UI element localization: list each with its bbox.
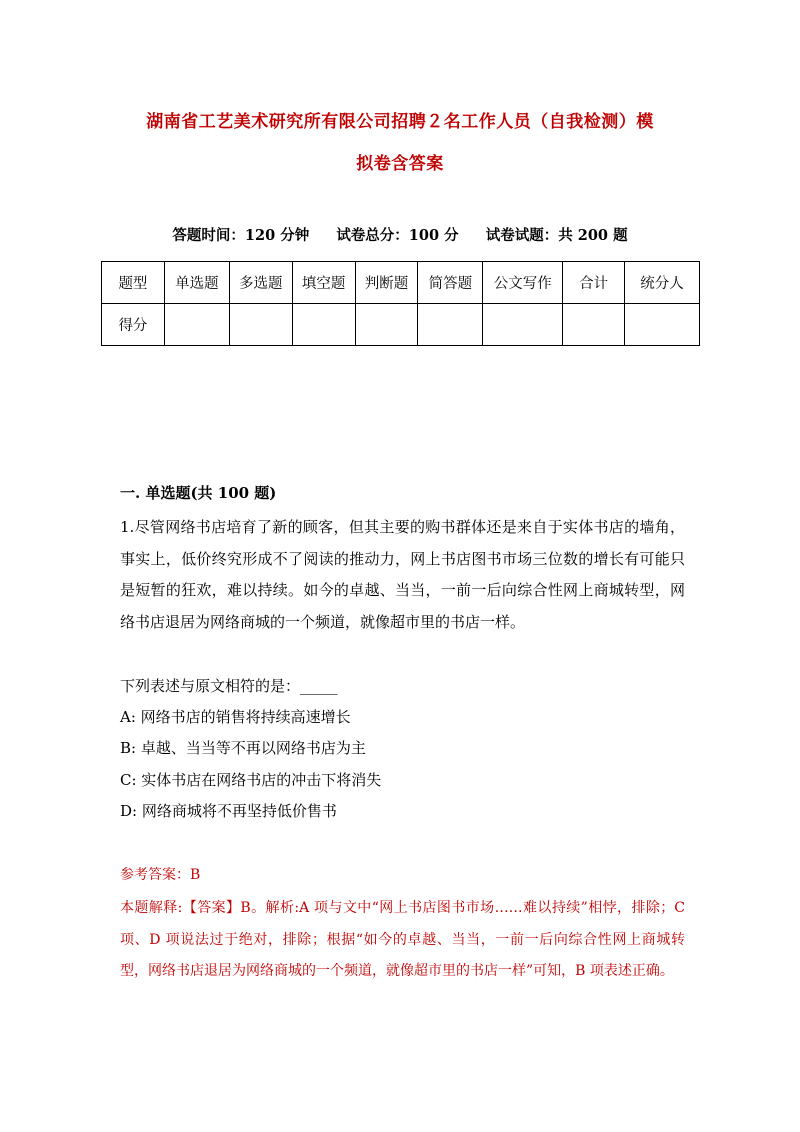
exam-question-count: 试卷试题：共 200 题: [485, 227, 628, 244]
score-cell: [563, 304, 625, 346]
header-cell-scorer: 统分人: [625, 262, 700, 304]
answer-explanation: 本题解释:【答案】B。解析:A 项与文中“网上书店图书市场……难以持续”相悖，排除；C 项、D 项说法过于绝对，排除；根据“如今的卓越、当当，一前一后向综合性网上商城转型，网络书店退居为网络商城的一个频道，就像超市里的书店一样”可知，B 项表述正确。: [120, 900, 685, 979]
option-c: C: 实体书店在网络书店的冲击下将消失: [120, 771, 382, 789]
header-cell-total: 合计: [563, 262, 625, 304]
header-cell-true-false: 判断题: [355, 262, 418, 304]
score-cell: [164, 304, 229, 346]
header-cell-type: 题型: [102, 262, 165, 304]
option-a: A: 网络书店的销售将持续高速增长: [120, 708, 351, 726]
exam-info: [100, 224, 700, 245]
header-cell-multiple-choice: 多选题: [229, 262, 292, 304]
question-stem: 1.尽管网络书店培育了新的顾客，但其主要的购书群体还是来自于实体书店的墙角，事实上，低价终究形成不了阅读的推动力，网上书店图书市场三位数的增长有可能只是短暂的狂欢，难以持续。如今的卓越、当当，一前一后向综合性网上商城转型，网络书店退居为网络商城的一个频道，就像超市里的书店一样。: [120, 518, 685, 631]
exam-time: 答题时间：120 分钟: [172, 227, 310, 244]
row-label-score: 得分: [102, 304, 165, 346]
score-cell: [483, 304, 563, 346]
score-cell: [418, 304, 483, 346]
question-prompt: 下列表述与原文相符的是：_____: [120, 677, 338, 695]
document-title-line-2: 拟卷含答案: [356, 154, 444, 174]
header-cell-short-answer: 简答题: [418, 262, 483, 304]
header-cell-fill-blank: 填空题: [292, 262, 355, 304]
option-b: B: 卓越、当当等不再以网络书店为主: [120, 739, 366, 757]
document-title-line-1: 湖南省工艺美术研究所有限公司招聘２名工作人员（自我检测）模: [146, 112, 654, 132]
score-table-score-row: [102, 304, 700, 346]
reference-answer: 参考答案：B: [120, 867, 201, 883]
score-cell: [355, 304, 418, 346]
exam-total-score: 试卷总分：100 分: [336, 227, 459, 244]
section-heading: 一. 单选题(共 100 题): [120, 484, 277, 502]
score-cell: [625, 304, 700, 346]
score-cell: [229, 304, 292, 346]
header-cell-single-choice: 单选题: [164, 262, 229, 304]
option-d: D: 网络商城将不再坚持低价售书: [120, 802, 337, 820]
score-table-header-row: [102, 262, 700, 304]
score-cell: [292, 304, 355, 346]
score-table: [101, 261, 700, 346]
header-cell-official-writing: 公文写作: [483, 262, 563, 304]
